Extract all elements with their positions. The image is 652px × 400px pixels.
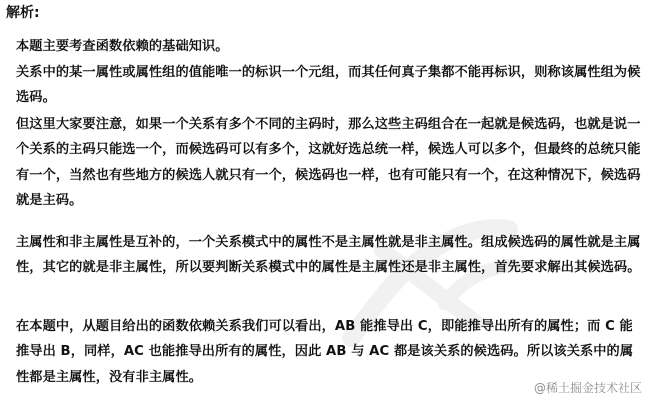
page-title: 解析: [6,5,40,21]
paragraph-candidate-key-definition: 关系中的某一属性或属性组的值能唯一的标识一个元组，而其任何真子集都不能再标识，则称该属性组为候选码。 [16,65,641,106]
paragraph-topic: 本题主要考查函数依赖的基础知识。 [16,39,229,54]
watermark-text: @稀土掘金技术社区 [533,381,642,395]
paragraph-solution: 在本题中，从题目给出的函数依赖关系我们可以看出，AB 能推导出 C，即能推导出所有的属性；而 C 能推导出 B，同样，AC 也能推导出所有的属性，因此 AB 与 AC 都是该关系的候选码。所以该关系中的属性都是主属性，没有非主属性。 [16,319,634,385]
paragraph-primary-key-note: 但这里大家要注意，如果一个关系有多个不同的主码时，那么这些主码组合在一起就是候选码，也就是说一个关系的主码只能选一个，而候选码可以有多个，这就好选总统一样，候选人可以多个，但最终的总统只能有一个，当然也有些地方的候选人就只有一个，候选码也一样，也有可能只有一个，在这种情况下，候选码就是主码。 [16,117,641,208]
paragraph-prime-attributes: 主属性和非主属性是互补的，一个关系模式中的属性不是主属性就是非主属性。组成候选码的属性就是主属性，其它的就是非主属性，所以要判断关系模式中的属性是主属性还是非主属性，首先要求解出其候选码。 [16,235,641,276]
